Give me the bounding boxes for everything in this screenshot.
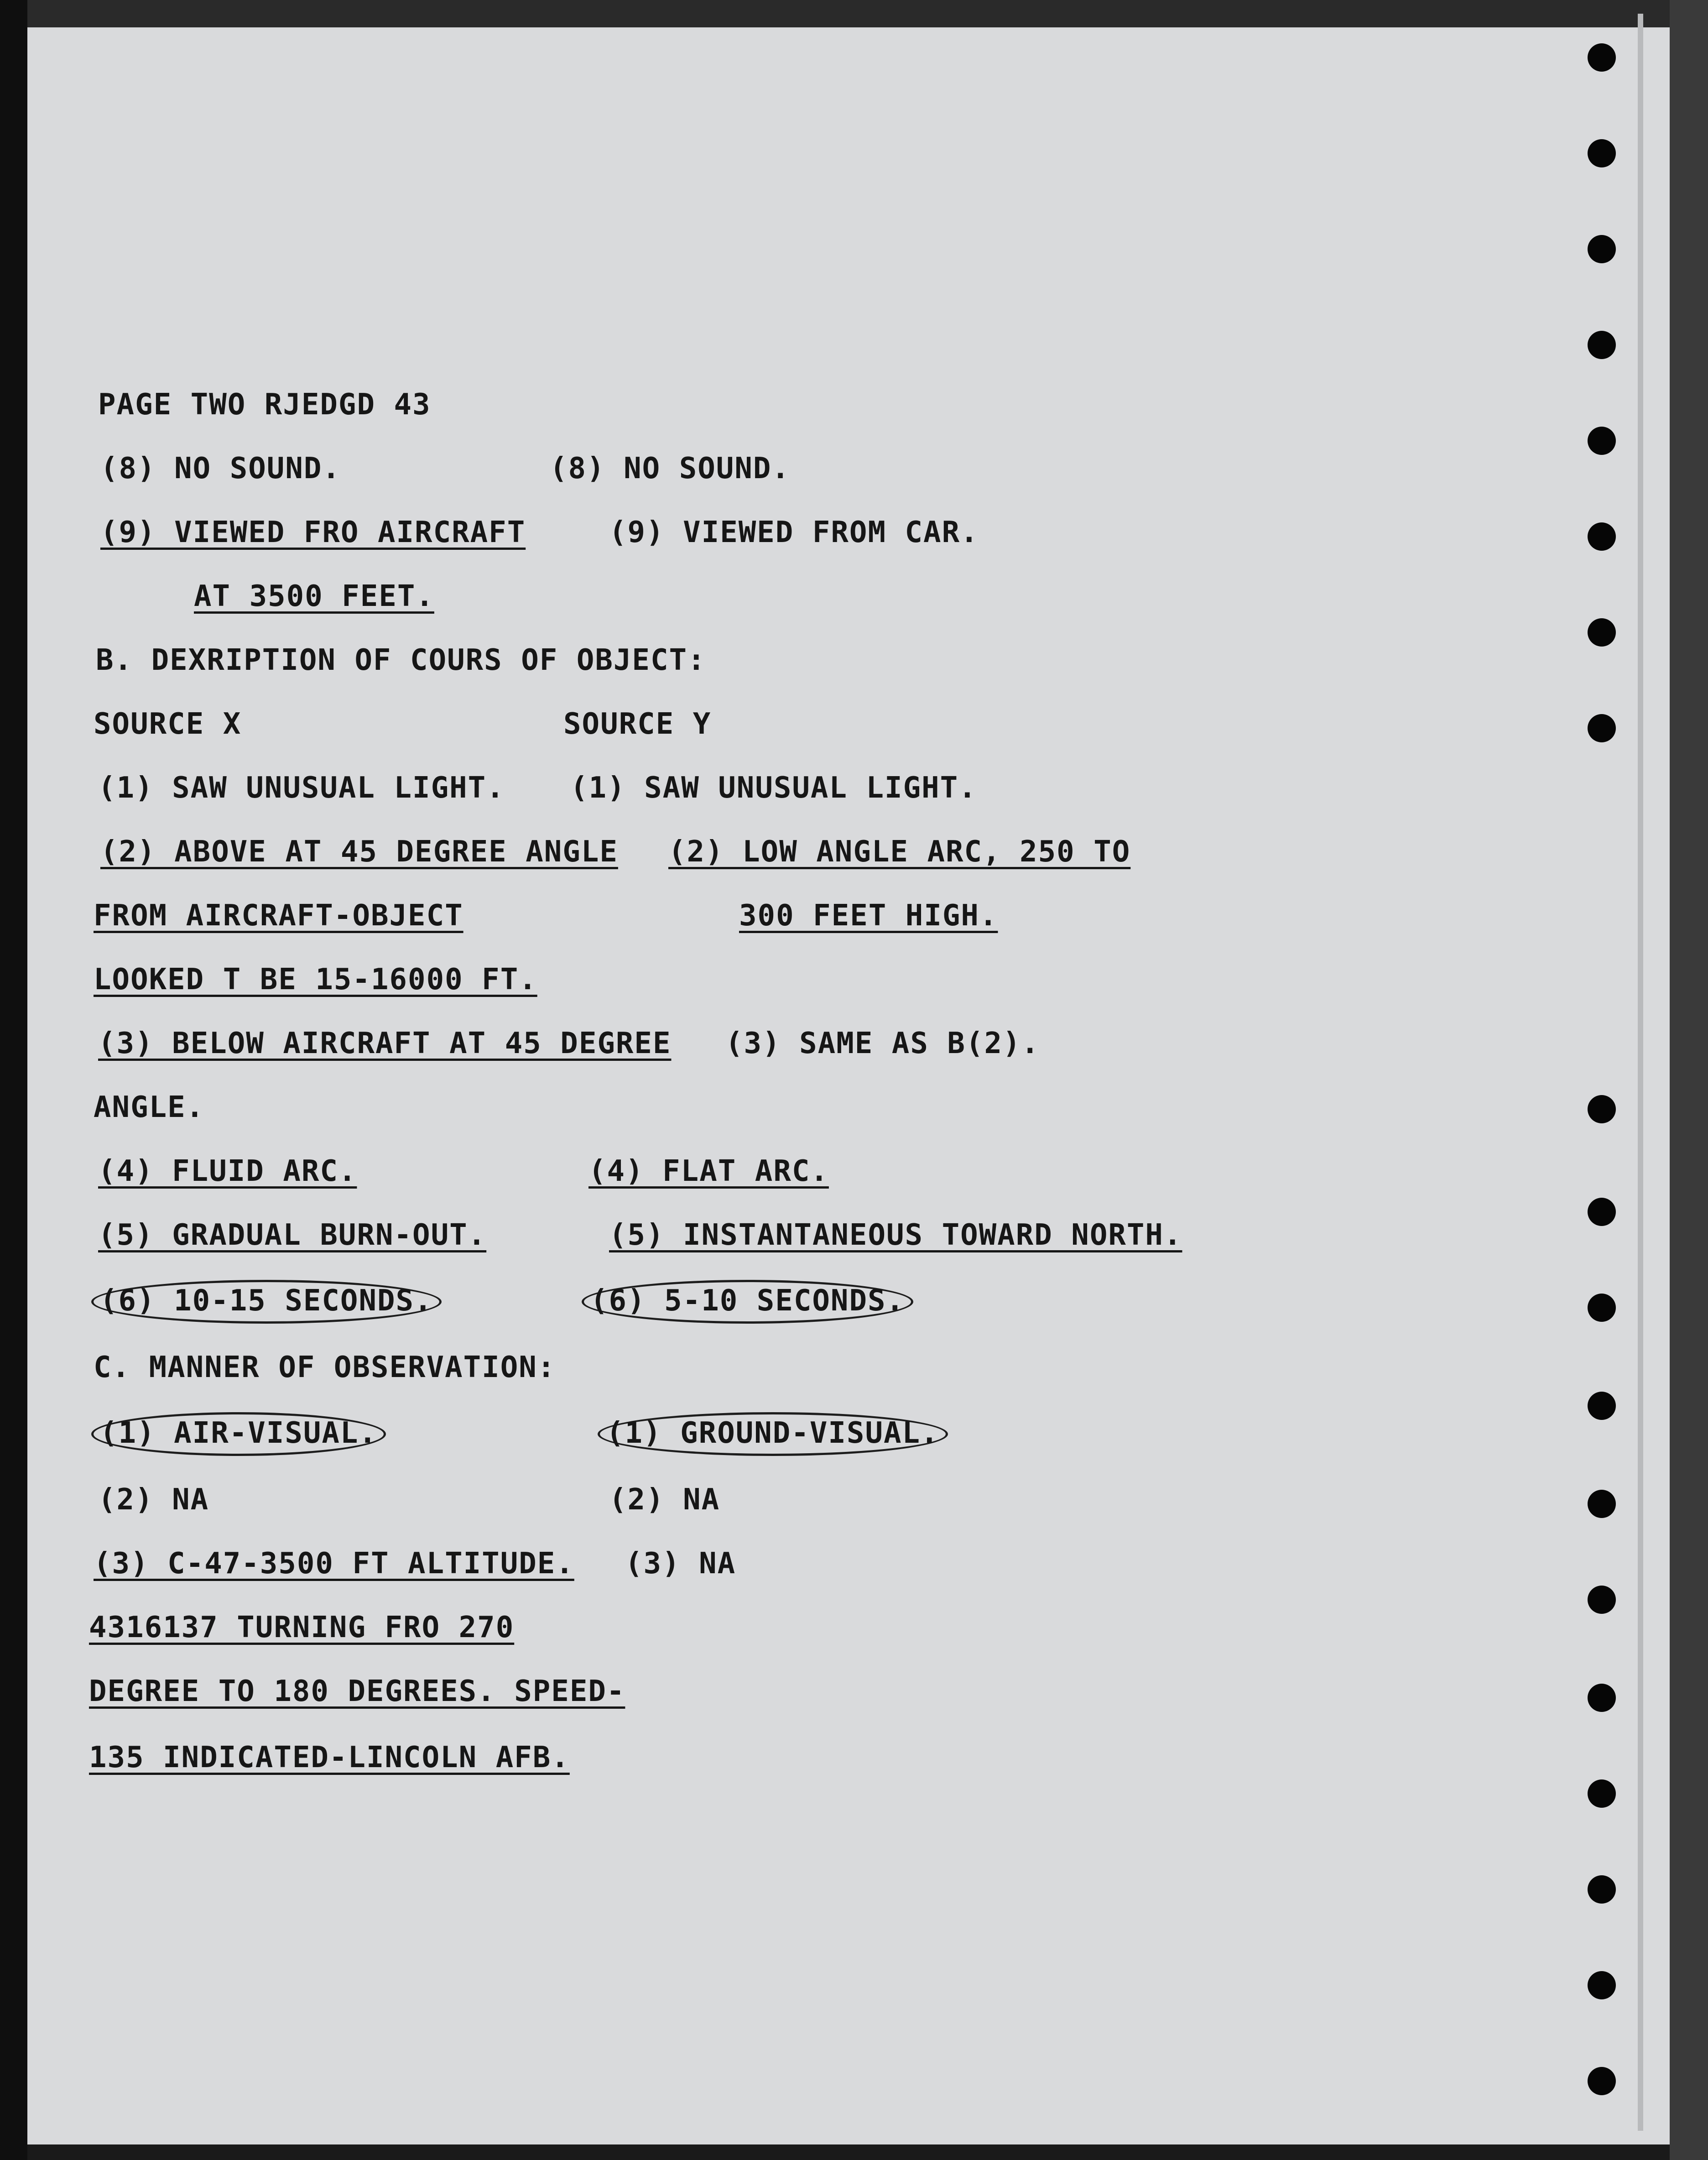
- film-left-edge: [0, 0, 27, 2160]
- b1-right: (1) SAW UNUSUAL LIGHT.: [570, 771, 977, 805]
- b3-right: (3) SAME AS B(2).: [725, 1027, 1040, 1060]
- film-right-edge: [1670, 0, 1708, 2160]
- tractor-feed-perforation-line: [1638, 14, 1643, 2131]
- feed-hole: [1588, 2067, 1616, 2095]
- page-header: PAGE TWO RJEDGD 43: [98, 388, 431, 422]
- b4-left: (4) FLUID ARC.: [98, 1154, 357, 1188]
- feed-hole: [1588, 1875, 1616, 1904]
- source-x-heading: SOURCE X: [94, 707, 242, 741]
- b2-left-cont: FROM AIRCRAFT-OBJECT: [94, 899, 463, 933]
- feed-hole: [1588, 1684, 1616, 1712]
- line-9-left-cont: AT 3500 FEET.: [194, 579, 434, 613]
- line-8-left: (8) NO SOUND.: [100, 452, 341, 485]
- b5-right: (5) INSTANTANEOUS TOWARD NORTH.: [609, 1218, 1182, 1252]
- c3-right: (3) NA: [625, 1547, 736, 1581]
- c1-right: (1) GROUND-VISUAL.: [598, 1412, 948, 1456]
- c2-right: (2) NA: [609, 1483, 720, 1517]
- b6-right: (6) 5-10 SECONDS.: [582, 1280, 913, 1324]
- b3-left-cont: ANGLE.: [94, 1090, 205, 1124]
- b4-right: (4) FLAT ARC.: [588, 1154, 829, 1188]
- b5-left: (5) GRADUAL BURN-OUT.: [98, 1218, 487, 1252]
- line-8-right: (8) NO SOUND.: [550, 452, 790, 485]
- c3-left-cont2: DEGREE TO 180 DEGREES. SPEED-: [89, 1675, 625, 1708]
- feed-hole: [1588, 43, 1616, 72]
- c1-left: (1) AIR-VISUAL.: [91, 1412, 386, 1456]
- c2-left: (2) NA: [98, 1483, 209, 1517]
- feed-hole: [1588, 714, 1616, 742]
- b3-left: (3) BELOW AIRCRAFT AT 45 DEGREE: [98, 1027, 672, 1060]
- feed-hole: [1588, 1294, 1616, 1322]
- line-9-right: (9) VIEWED FROM CAR.: [609, 516, 979, 549]
- c3-left: (3) C-47-3500 FT ALTITUDE.: [94, 1547, 574, 1581]
- b1-left: (1) SAW UNUSUAL LIGHT.: [98, 771, 505, 805]
- feed-hole: [1588, 1779, 1616, 1808]
- feed-hole: [1588, 235, 1616, 263]
- feed-hole: [1588, 618, 1616, 647]
- section-c-heading: C. MANNER OF OBSERVATION:: [94, 1351, 556, 1384]
- feed-hole: [1588, 1392, 1616, 1420]
- feed-hole: [1588, 427, 1616, 455]
- source-y-heading: SOURCE Y: [563, 707, 712, 741]
- b2-left-cont2: LOOKED T BE 15-16000 FT.: [94, 963, 537, 997]
- c3-left-cont3: 135 INDICATED-LINCOLN AFB.: [89, 1741, 570, 1774]
- document-page: [27, 27, 1670, 2144]
- feed-hole: [1588, 1095, 1616, 1123]
- feed-hole: [1588, 522, 1616, 551]
- feed-hole: [1588, 1586, 1616, 1614]
- c3-left-cont: 4316137 TURNING FRO 270: [89, 1611, 515, 1644]
- b2-right-cont: 300 FEET HIGH.: [739, 899, 998, 933]
- feed-hole: [1588, 1198, 1616, 1226]
- feed-hole: [1588, 331, 1616, 359]
- b2-left: (2) ABOVE AT 45 DEGREE ANGLE: [100, 835, 618, 869]
- film-top-edge: [27, 0, 1708, 27]
- b6-left: (6) 10-15 SECONDS.: [91, 1280, 442, 1324]
- line-9-left: (9) VIEWED FRO AIRCRAFT: [100, 516, 526, 549]
- section-b-heading: B. DEXRIPTION OF COURS OF OBJECT:: [96, 643, 706, 677]
- feed-hole: [1588, 1971, 1616, 1999]
- b2-right: (2) LOW ANGLE ARC, 250 TO: [668, 835, 1131, 869]
- feed-hole: [1588, 139, 1616, 167]
- feed-hole: [1588, 1490, 1616, 1518]
